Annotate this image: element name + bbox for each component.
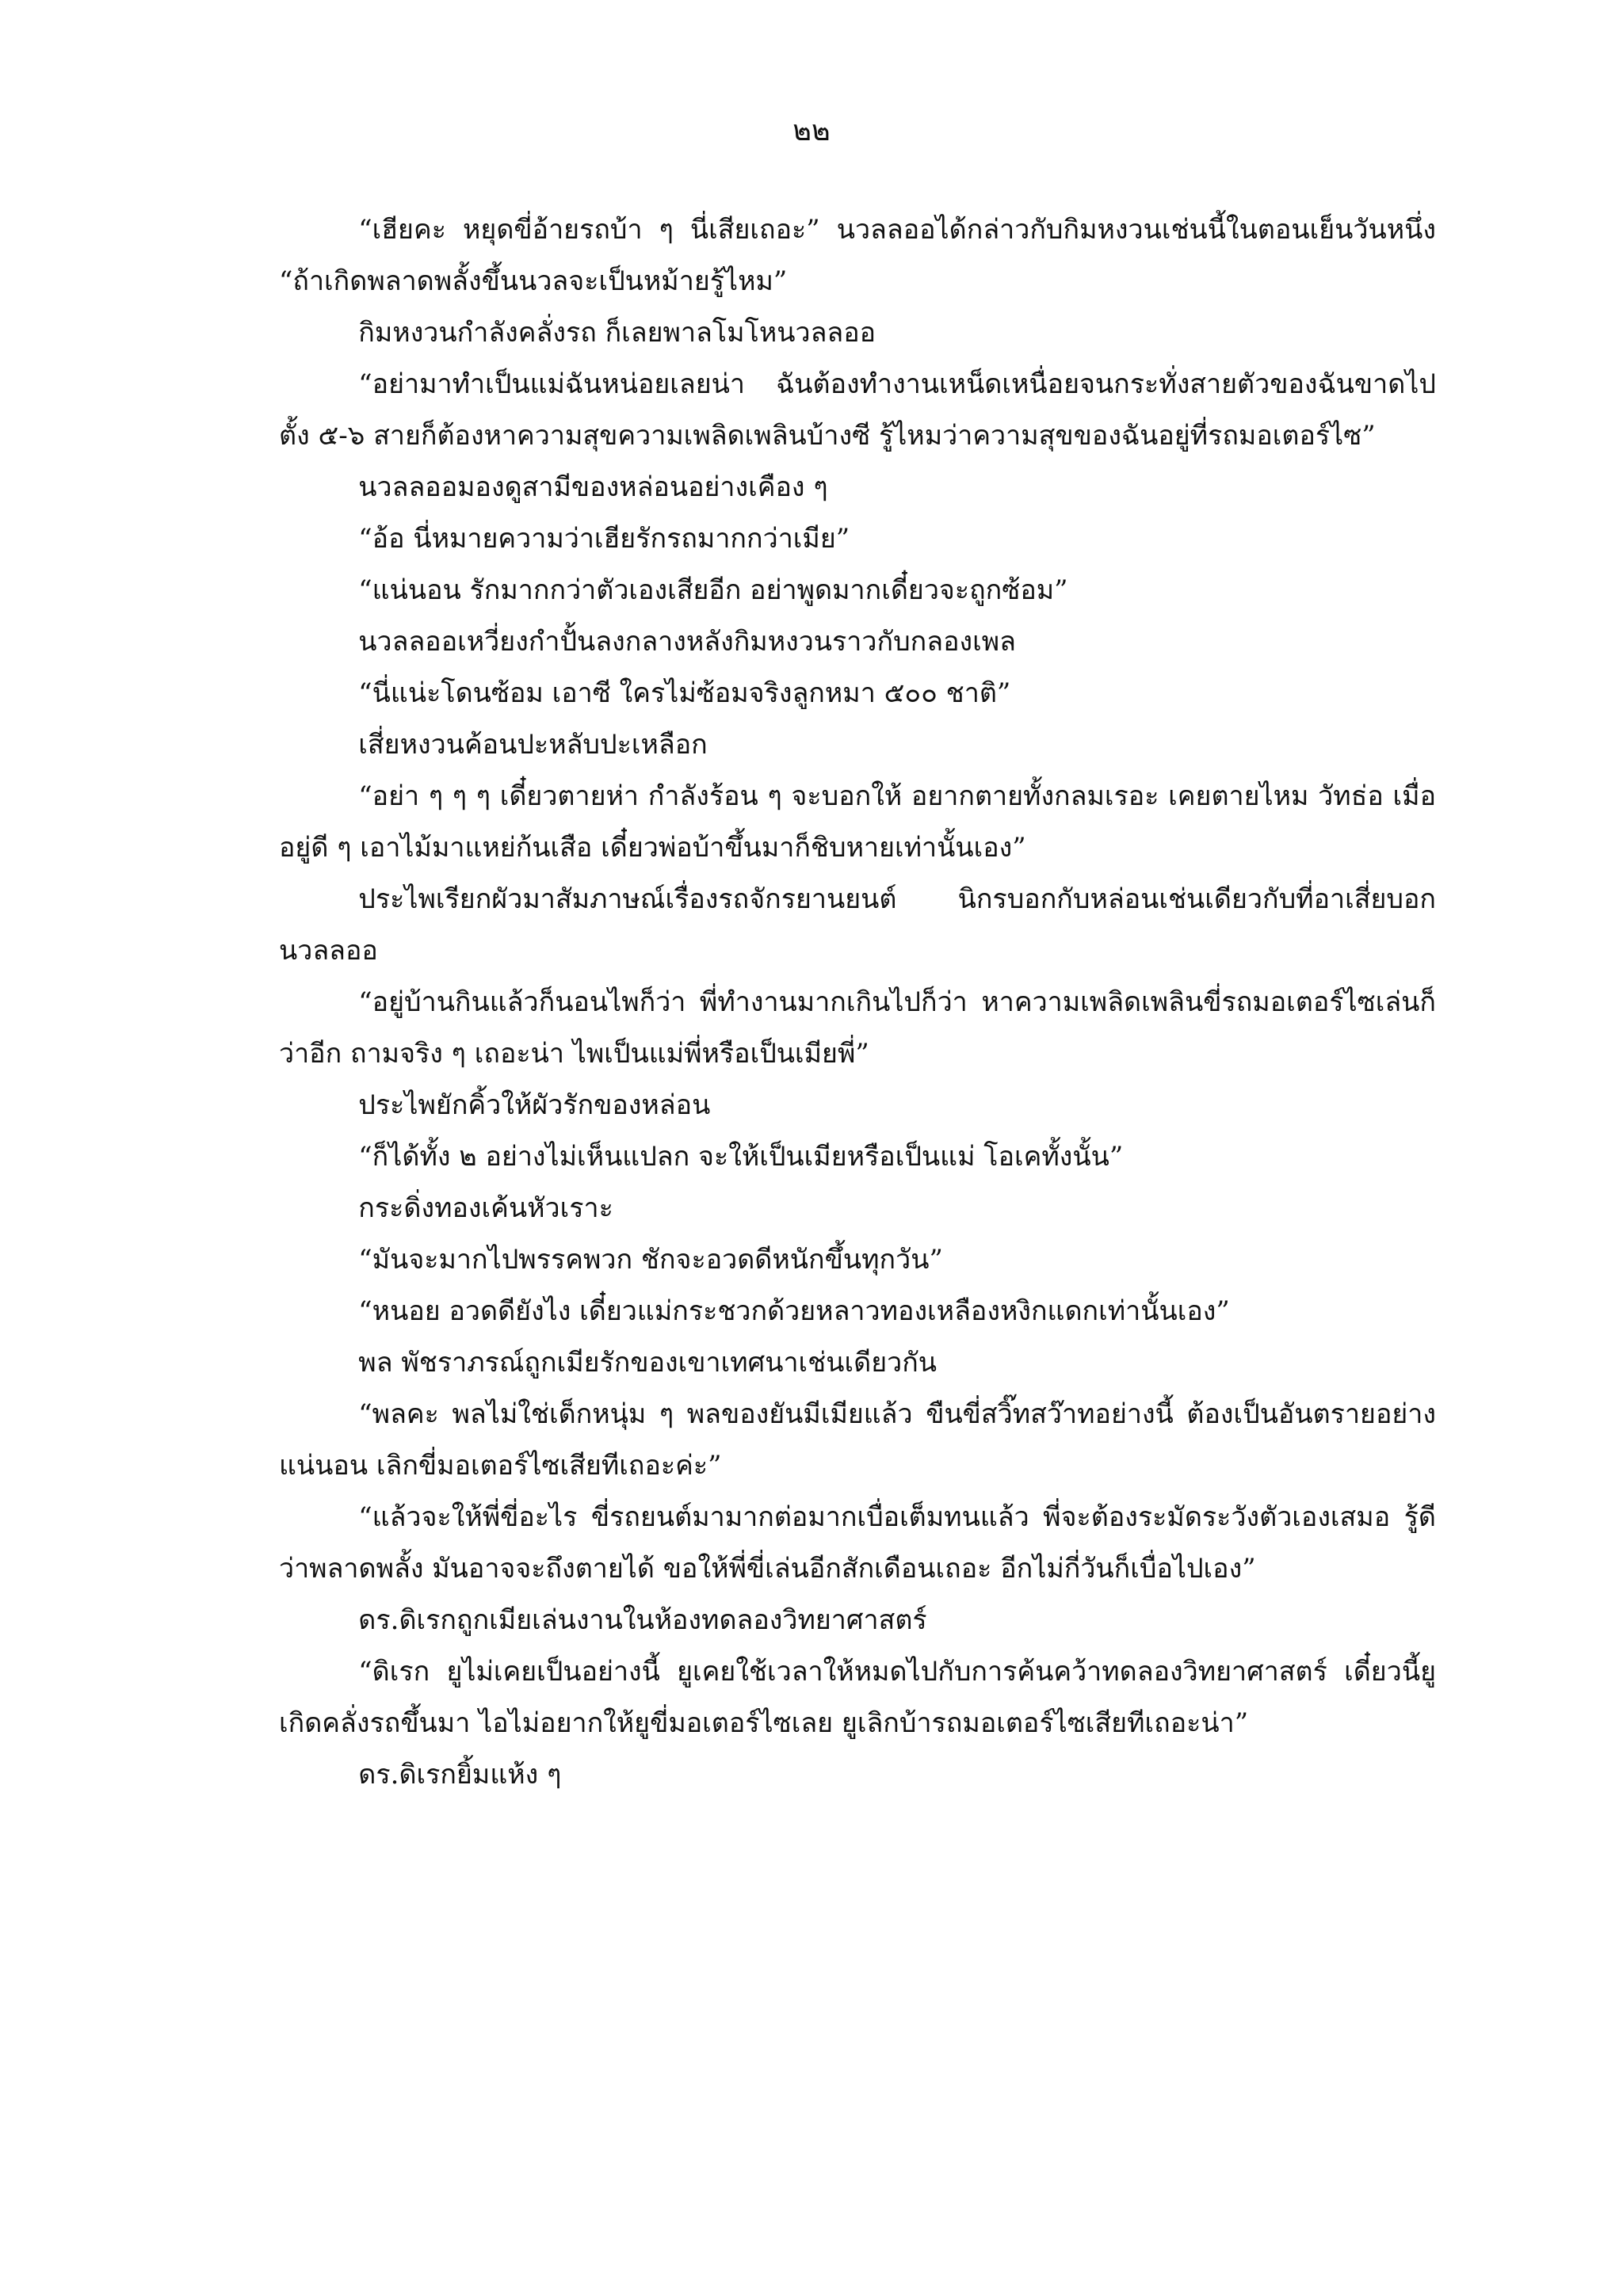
paragraph-1: “เฮียคะ หยุดขี่อ้ายรถบ้า ๆ นี่เสียเถอะ” นวลลออได้กล่าวกับกิมหงวนเช่นนี้ในตอนเย็นวันหนึ่ง “ถ้าเกิดพลาดพลั้งขึ้นนวลจะเป็นหม้ายรู้ไหม” (279, 214, 1436, 297)
paragraph-17: “หนอย อวดดียังไง เดี๋ยวแม่กระชวกด้วยหลาวทองเหลืองหงิกแดกเท่านั้นเอง” (358, 1295, 1230, 1327)
paragraph-22: “ดิเรก ยูไม่เคยเป็นอย่างนี้ ยูเคยใช้เวลาให้หมดไปกับการค้นคว้าทดลองวิทยาศาสตร์ เดี๋ยวนี้ยูเกิดคลั่งรถขึ้นมา ไอไม่อยากให้ยูขี่มอเตอร์ไซเลย ยูเลิกบ้ารถมอเตอร์ไซเสียทีเถอะน่า” (279, 1656, 1436, 1739)
paragraph-18: พล พัชราภรณ์ถูกเมียรักของเขาเทศนาเช่นเดียวกัน (358, 1347, 938, 1379)
paragraph-3: “อย่ามาทำเป็นแม่ฉันหน่อยเลยน่า ฉันต้องทำงานเหน็ดเหนื่อยจนกระทั่งสายตัวของฉันขาดไปตั้ง ๕-๖ สายก็ต้องหาความสุขความเพลิดเพลินบ้างซี รู้ไหมว่าความสุขของฉันอยู่ที่รถมอเตอร์ไซ” (279, 368, 1436, 452)
paragraph-4: นวลลออมองดูสามีของหล่อนอย่างเคือง ๆ (358, 471, 828, 503)
paragraph-11: ประไพเรียกผัวมาสัมภาษณ์เรื่องรถจักรยานยนต์ นิกรบอกกับหล่อนเช่นเดียวกับที่อาเสี่ยบอกนวลลออ (279, 883, 1436, 967)
paragraph-16: “มันจะมากไปพรรคพวก ชักจะอวดดีหนักขึ้นทุกวัน” (358, 1244, 943, 1276)
paragraph-13: ประไพยักคิ้วให้ผัวรักของหล่อน (358, 1089, 711, 1121)
paragraph-10: “อย่า ๆ ๆ ๆ เดี๋ยวตายห่า กำลังร้อน ๆ จะบอกให้ อยากตายทั้งกลมเรอะ เคยตายไหม วัทธ่อ เมื่ออยู่ดี ๆ เอาไม้มาแหย่ก้นเสือ เดี๋ยวพ่อบ้าขึ้นมาก็ชิบหายเท่านั้นเอง” (279, 780, 1436, 864)
paragraph-19: “พลคะ พลไม่ใช่เด็กหนุ่ม ๆ พลของยันมีเมียแล้ว ขืนขี่สวิ๊ทสว๊าทอย่างนี้ ต้องเป็นอันตรายอย่างแน่นอน เลิกขี่มอเตอร์ไซเสียทีเถอะค่ะ” (279, 1398, 1436, 1482)
paragraph-8: “นี่แน่ะโดนซ้อม เอาซี ใครไม่ซ้อมจริงลูกหมา ๕๐๐ ชาติ” (358, 677, 1011, 709)
paragraph-15: กระดิ่งทองเค้นหัวเราะ (358, 1192, 613, 1224)
paragraph-23: ดร.ดิเรกยิ้มแห้ง ๆ (358, 1759, 562, 1791)
paragraph-2: กิมหงวนกำลังคลั่งรถ ก็เลยพาลโมโหนวลลออ (358, 317, 876, 349)
paragraph-12: “อยู่บ้านกินแล้วก็นอนไพก็ว่า พี่ทำงานมากเกินไปก็ว่า หาความเพลิดเพลินขี่รถมอเตอร์ไซเล่นก็ว่าอีก ถามจริง ๆ เถอะน่า ไพเป็นแม่พี่หรือเป็นเมียพี่” (279, 986, 1436, 1070)
paragraph-5: “อ้อ นี่หมายความว่าเฮียรักรถมากกว่าเมีย” (358, 523, 850, 555)
page-number: ๒๒ (792, 115, 831, 147)
paragraph-21: ดร.ดิเรกถูกเมียเล่นงานในห้องทดลองวิทยาศาสตร์ (358, 1604, 927, 1636)
body-text (279, 204, 1436, 1801)
paragraph-14: “ก็ได้ทั้ง ๒ อย่างไม่เห็นแปลก จะให้เป็นเมียหรือเป็นแม่ โอเคทั้งนั้น” (358, 1141, 1124, 1173)
paragraph-20: “แล้วจะให้พี่ขี่อะไร ขี่รถยนต์มามากต่อมากเบื่อเต็มทนแล้ว พี่จะต้องระมัดระวังตัวเองเสมอ รู้ดีว่าพลาดพลั้ง มันอาจจะถึงตายได้ ขอให้พี่ขี่เล่นอีกสักเดือนเถอะ อีกไม่กี่วันก็เบื่อไปเอง” (279, 1501, 1436, 1585)
paragraph-9: เสี่ยหงวนค้อนปะหลับปะเหลือก (358, 729, 708, 761)
paragraph-6: “แน่นอน รักมากกว่าตัวเองเสียอีก อย่าพูดมากเดี๋ยวจะถูกซ้อม” (358, 574, 1068, 606)
paragraph-7: นวลลออเหวี่ยงกำปั้นลงกลางหลังกิมหงวนราวกับกลองเพล (358, 626, 1016, 658)
